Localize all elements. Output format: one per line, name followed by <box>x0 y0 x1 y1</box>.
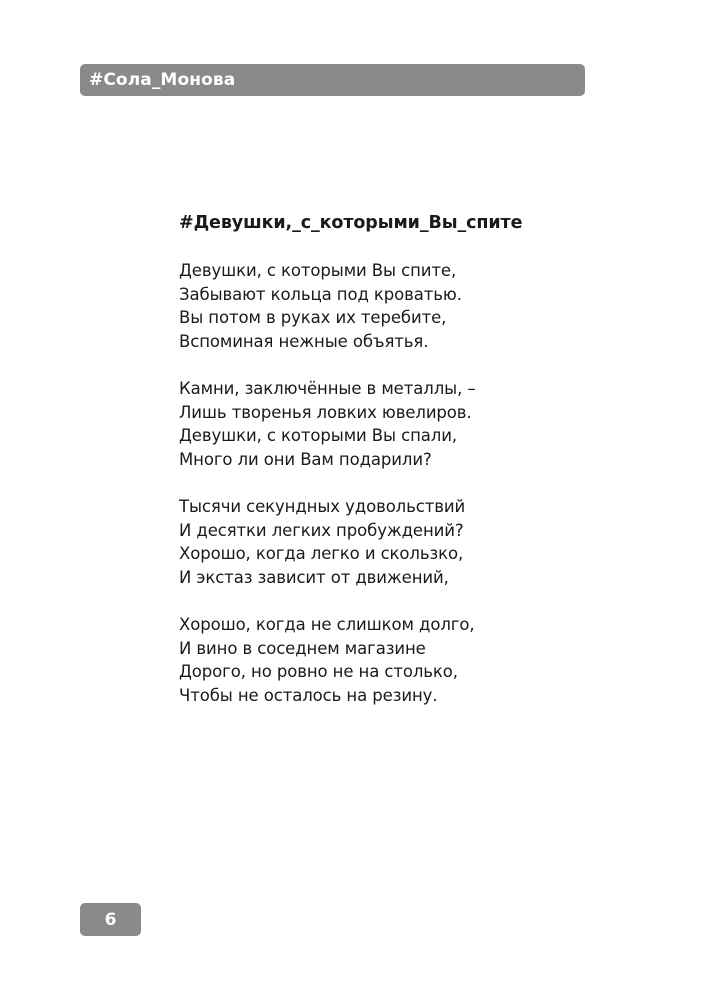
running-header <box>80 64 585 96</box>
stanza-3 <box>179 495 599 589</box>
poem-line: И экстаз зависит от движений, <box>179 567 449 587</box>
poem-line: Хорошо, когда легко и скользко, <box>179 544 464 563</box>
stanza-2 <box>179 377 599 471</box>
poem-line: Забывают кольца под кроватью. <box>179 284 462 304</box>
poem-line: Девушки, с которыми Вы спите, <box>179 261 457 280</box>
poem <box>179 211 599 731</box>
stanza-4 <box>179 613 599 707</box>
poem-line: И десятки легких пробуждений? <box>179 520 464 540</box>
poem-line: И вино в соседнем магазине <box>179 638 426 658</box>
poem-line: Вспоминая нежные объятья. <box>179 331 429 351</box>
poem-title: #Девушки,_с_которыми_Вы_спите <box>179 213 523 233</box>
poem-line: Чтобы не осталось на резину. <box>179 685 438 705</box>
poem-line: Хорошо, когда не слишком долго, <box>179 615 475 634</box>
poem-line: Дорого, но ровно не на столько, <box>179 662 458 681</box>
poem-line: Тысячи секундных удовольствий <box>179 497 466 516</box>
poem-line: Вы потом в руках их теребите, <box>179 308 447 327</box>
page-number-badge <box>80 903 141 936</box>
poem-line: Камни, заключённые в металлы, – <box>179 379 476 398</box>
author-hashtag: #Сола_Монова <box>89 70 236 90</box>
stanza-1 <box>179 259 599 353</box>
poem-line: Много ли они Вам подарили? <box>179 449 432 469</box>
poem-line: Девушки, с которыми Вы спали, <box>179 426 457 445</box>
page-number: 6 <box>104 909 117 930</box>
poem-line: Лишь творенья ловких ювелиров. <box>179 402 472 422</box>
